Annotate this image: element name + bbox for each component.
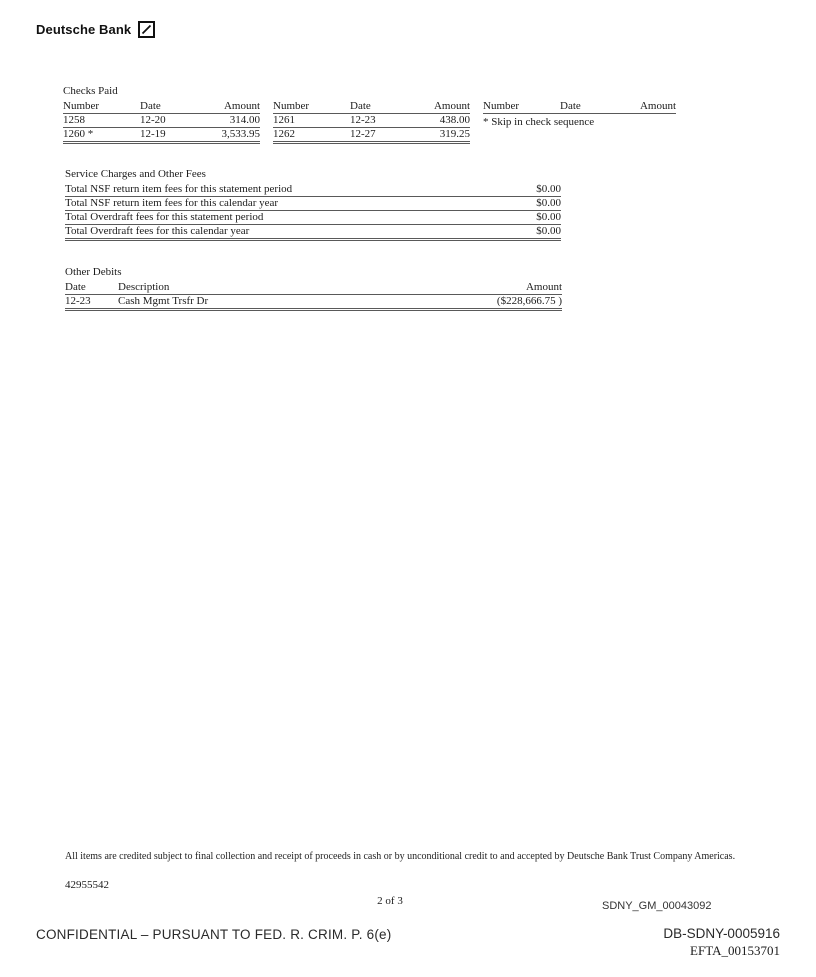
- checks-paid-table-3: [483, 100, 676, 144]
- table-row: [63, 128, 260, 144]
- confidentiality-notice: CONFIDENTIAL – PURSUANT TO FED. R. CRIM. P. 6(e): [36, 927, 392, 942]
- check-amount-cell: 3,533.95: [221, 128, 260, 140]
- table-header-row: [273, 100, 470, 114]
- table-row: [65, 183, 561, 197]
- credit-notice: All items are credited subject to final collection and receipt of proceeds in cash or by unconditional credit to and accepted by Deutsche Bank Trust Company Americas.: [65, 851, 736, 862]
- service-charges-section: [65, 168, 561, 241]
- check-amount-cell: 314.00: [229, 114, 260, 126]
- table-row: [63, 114, 260, 128]
- checks-paid-table-2: [273, 100, 470, 144]
- checks-paid-section: [63, 85, 738, 144]
- table-row: [273, 114, 470, 128]
- statement-number: 42955542: [65, 879, 109, 891]
- fee-label: Total NSF return item fees for this statement period: [65, 183, 293, 195]
- table-row: [65, 225, 561, 241]
- bank-brand: [36, 21, 155, 38]
- fee-value: $0.00: [536, 197, 561, 209]
- table-row: [273, 128, 470, 144]
- table-header-row: [483, 100, 676, 114]
- check-sequence-note: * Skip in check sequence: [483, 116, 595, 128]
- column-header-number: Number: [63, 100, 100, 112]
- other-debits-section: [65, 266, 562, 311]
- table-row: [65, 295, 562, 311]
- column-header-amount: Amount: [639, 100, 676, 112]
- check-date-cell: 12-20: [140, 114, 166, 126]
- column-header-amount: Amount: [433, 100, 470, 112]
- bates-number-sdny-gm: SDNY_GM_00043092: [602, 900, 712, 912]
- table-header-row: [65, 281, 562, 295]
- fee-label: Total Overdraft fees for this calendar year: [65, 225, 250, 237]
- fee-value: $0.00: [536, 225, 561, 237]
- column-header-date: Date: [560, 100, 581, 112]
- check-number-cell: 1260 *: [63, 128, 94, 140]
- column-header-date: Date: [140, 100, 161, 112]
- debit-description-cell: Cash Mgmt Trsfr Dr: [118, 295, 209, 307]
- column-header-number: Number: [483, 100, 520, 112]
- table-row: [65, 197, 561, 211]
- column-header-number: Number: [273, 100, 310, 112]
- column-header-date: Date: [350, 100, 371, 112]
- check-number-cell: 1262: [273, 128, 295, 140]
- column-header-description: Description: [118, 281, 170, 293]
- checks-paid-table-1: [63, 100, 260, 144]
- table-row: [65, 211, 561, 225]
- fee-label: Total NSF return item fees for this calendar year: [65, 197, 279, 209]
- column-header-amount: Amount: [525, 281, 562, 293]
- check-date-cell: 12-23: [350, 114, 376, 126]
- deutsche-bank-logo-icon: [138, 21, 155, 38]
- other-debits-title: Other Debits: [65, 266, 122, 278]
- check-number-cell: 1261: [273, 114, 295, 126]
- debit-date-cell: 12-23: [65, 295, 91, 307]
- checks-paid-tables: [63, 100, 738, 144]
- table-header-row: [63, 100, 260, 114]
- check-number-cell: 1258: [63, 114, 85, 126]
- check-date-cell: 12-27: [350, 128, 376, 140]
- service-charges-title: Service Charges and Other Fees: [65, 168, 206, 180]
- debit-amount-cell: ($228,666.75 ): [496, 295, 562, 307]
- page-indicator: 2 of 3: [377, 895, 403, 907]
- column-header-amount: Amount: [223, 100, 260, 112]
- check-amount-cell: 438.00: [439, 114, 470, 126]
- checks-paid-title: Checks Paid: [63, 85, 118, 97]
- fee-label: Total Overdraft fees for this statement period: [65, 211, 264, 223]
- column-header-date: Date: [65, 281, 86, 293]
- check-amount-cell: 319.25: [439, 128, 470, 140]
- bates-number-db-sdny: DB-SDNY-0005916: [663, 926, 780, 941]
- check-date-cell: 12-19: [140, 128, 166, 140]
- fee-value: $0.00: [536, 183, 561, 195]
- fee-value: $0.00: [536, 211, 561, 223]
- bank-name: Deutsche Bank: [36, 22, 132, 37]
- bates-number-efta: EFTA_00153701: [690, 943, 780, 958]
